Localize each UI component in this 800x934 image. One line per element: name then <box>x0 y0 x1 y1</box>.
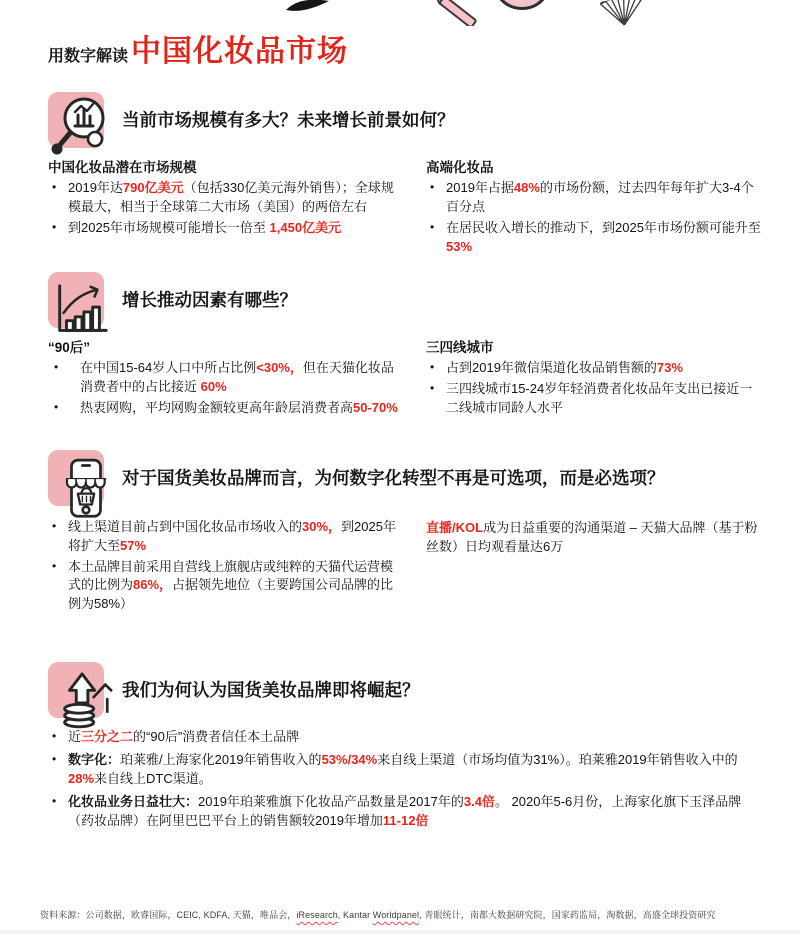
bullet-item: • 到2025年市场规模可能增长一倍至 1,450亿美元 <box>48 219 400 238</box>
column-right <box>426 156 764 258</box>
section-heading: 当前市场规模有多大？未来增长前景如何？ <box>122 109 455 130</box>
bullet-item: • 2019年占据48%的市场份额，过去四年每年扩大3-4个百分点 <box>426 179 764 217</box>
section-heading: 对于国货美妆品牌而言，为何数字化转型不再是可选项，而是必选项？ <box>122 467 665 488</box>
bullet-item: • 在中国15-64岁人口中所占比例<30%，但在天猫化妆品消费者中的占比接近 60% <box>48 359 400 397</box>
column-title: 三四线城市 <box>426 340 494 356</box>
bullet-list <box>48 359 400 418</box>
column-left <box>48 156 400 258</box>
mobile-storefront-icon <box>48 450 104 506</box>
bottom-strip <box>0 930 800 934</box>
bullet-item: • 近三分之二的“90后”消费者信任本土品牌 <box>48 728 758 747</box>
section-heading: 增长推动因素有哪些？ <box>122 290 297 311</box>
page-title-highlight: 中国化妆品市场 <box>131 35 349 68</box>
column-right <box>426 336 764 420</box>
section-body <box>48 336 764 420</box>
bar-chart-growth-icon <box>48 272 104 328</box>
section-body <box>48 518 764 616</box>
page-title-prefix: 用数字解读 <box>48 48 129 65</box>
magnifier-chart-icon <box>48 92 104 148</box>
section-digital-transformation <box>48 450 764 616</box>
section-market-size <box>48 92 764 258</box>
bullet-list <box>426 359 764 418</box>
column-left <box>48 518 400 616</box>
livestream-kol-paragraph: 直播/KOL成为日益重要的沟通渠道 – 天猫大品牌（基于粉丝数）日均观看量达6万 <box>426 519 758 555</box>
page-title <box>48 26 764 70</box>
bullet-item: • 线上渠道目前占到中国化妆品市场收入的30%，到2025年将扩大至57% <box>48 518 400 556</box>
section-header <box>48 662 764 718</box>
section-header <box>48 272 764 328</box>
bullet-item: • 化妆品业务日益壮大：2019年珀莱雅旗下化妆品产品数量是2017年的3.4倍。 2020年5-6月份，上海家化旗下玉泽品牌（药妆品牌）在阿里巴巴平台上的销售额较2019年增加11-12倍 <box>48 793 758 831</box>
bullet-item: • 数字化：珀莱雅/上海家化2019年销售收入的53%/34%来自线上渠道（市场均值为31%）。珀莱雅2019年销售收入中的28%来自线上DTC渠道。 <box>48 751 758 789</box>
column-title: “90后” <box>48 340 91 356</box>
bullet-list <box>48 518 400 614</box>
bullet-item: • 在居民收入增长的推动下，到2025年市场份额可能升至53% <box>426 219 764 257</box>
bullet-list <box>48 728 764 830</box>
sources-footer: 资料来源：公司数据，欧睿国际，CEIC, KDFA, 天猫，唯品会，iResearch, Kantar Worldpanel, 青眼统计，南都大数据研究院，国家药监局，淘数据，高盛全球投资研究 <box>40 910 716 920</box>
bullet-item: • 占到2019年微信渠道化妆品销售额的73% <box>426 359 764 378</box>
growth-arrows-coins-icon <box>48 662 104 718</box>
section-body <box>48 156 764 258</box>
bullet-item: • 本土品牌目前采用自营线上旗舰店或纯粹的天猫代运营模式的比例为86%，占据领先地位（主要跨国公司品牌的比例为58%） <box>48 558 400 615</box>
section-heading: 我们为何认为国货美妆品牌即将崛起？ <box>122 680 420 700</box>
bullet-item: • 三四线城市15-24岁年轻消费者化妆品年支出已接近一二线城市同龄人水平 <box>426 380 764 418</box>
column-left <box>48 336 400 420</box>
column-title: 高端化妆品 <box>426 160 494 175</box>
bullet-item: • 2019年达790亿美元（包括330亿美元海外销售）；全球规模最大，相当于全球第二大市场（美国）的两倍左右 <box>48 179 400 217</box>
column-right <box>426 518 764 616</box>
section-header <box>48 450 764 506</box>
section-growth-drivers <box>48 272 764 420</box>
section-header <box>48 92 764 148</box>
bullet-item: • 热衷网购，平均网购金额较更高年龄层消费者高50-70% <box>48 399 400 418</box>
column-title: 中国化妆品潜在市场规模 <box>48 160 197 175</box>
bullet-list <box>48 179 400 238</box>
bullet-list <box>426 179 764 256</box>
section-domestic-brands-rise <box>48 662 764 830</box>
